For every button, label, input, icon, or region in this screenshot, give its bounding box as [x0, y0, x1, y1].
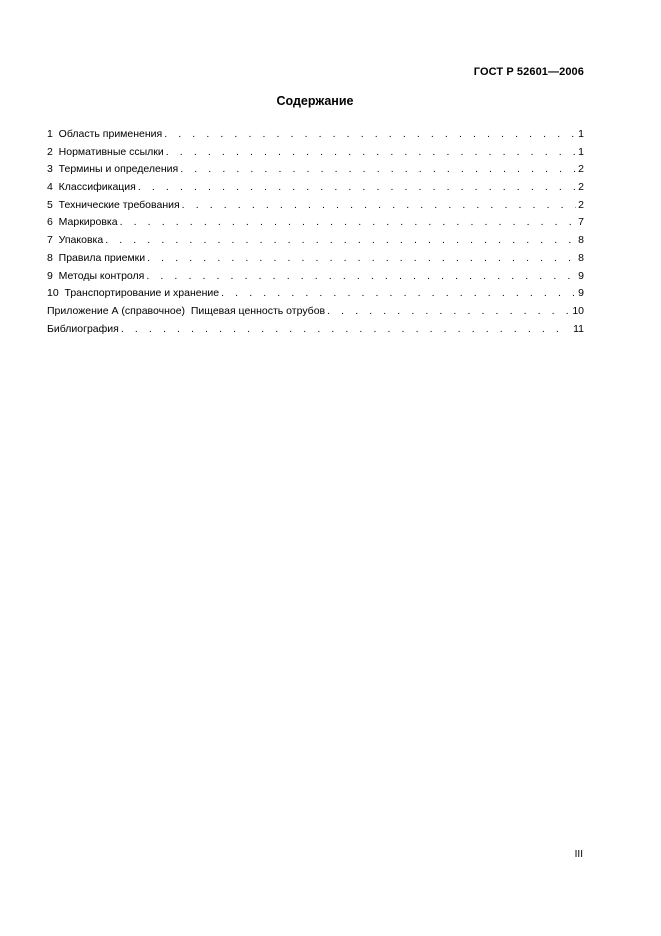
toc-entry-text: Приложение А (справочное) Пищевая ценность отрубов	[47, 304, 326, 317]
toc-entry-text: 8 Правила приемки	[47, 251, 146, 264]
toc-dot-leader	[121, 321, 571, 339]
toc-entry-page: 7	[578, 216, 584, 229]
toc-dot-leader	[105, 232, 576, 250]
toc-dot-leader	[164, 126, 576, 144]
toc-entry-page: 8	[578, 251, 584, 264]
toc-entry-transport-storage[interactable]	[47, 285, 584, 303]
toc-entry-page: 2	[578, 181, 584, 194]
toc-entry-page: 9	[578, 287, 584, 300]
toc-entry-page: 2	[578, 163, 584, 176]
toc-dot-leader	[327, 303, 570, 321]
toc-entry-text: 5 Технические требования	[47, 198, 180, 211]
toc-dot-leader	[138, 179, 576, 197]
toc-entry-control-methods[interactable]	[47, 268, 584, 286]
toc-entry-bibliography[interactable]	[47, 321, 584, 339]
toc-entry-text: 10 Транспортирование и хранение	[47, 287, 220, 300]
toc-entry-page: 10	[572, 304, 584, 317]
toc-dot-leader	[146, 268, 576, 286]
toc-entry-text: 2 Нормативные ссылки	[47, 145, 164, 158]
toc-entry-page: 9	[578, 269, 584, 282]
toc-entry-text: Библиография	[47, 322, 119, 335]
toc-entry-page: 11	[573, 322, 584, 335]
table-of-contents	[47, 126, 584, 338]
toc-dot-leader	[221, 285, 576, 303]
toc-entry-text: 3 Термины и определения	[47, 163, 179, 176]
toc-dot-leader	[166, 144, 576, 162]
toc-entry-text: 6 Маркировка	[47, 216, 118, 229]
toc-entry-packaging[interactable]	[47, 232, 584, 250]
toc-dot-leader	[182, 197, 576, 215]
toc-entry-classification[interactable]	[47, 179, 584, 197]
page-number: III	[574, 849, 583, 860]
toc-entry-text: 4 Классификация	[47, 181, 136, 194]
toc-entry-marking[interactable]	[47, 214, 584, 232]
toc-entry-text: 9 Методы контроля	[47, 269, 145, 282]
document-code: ГОСТ Р 52601—2006	[473, 66, 584, 78]
toc-dot-leader	[120, 214, 577, 232]
toc-entry-technical-requirements[interactable]	[47, 197, 584, 215]
toc-entry-acceptance-rules[interactable]	[47, 250, 584, 268]
toc-entry-normative-references[interactable]	[47, 144, 584, 162]
toc-entry-text: 1 Область применения	[47, 128, 163, 140]
toc-entry-appendix-a[interactable]	[47, 303, 584, 321]
toc-entry-terms-definitions[interactable]	[47, 161, 584, 179]
toc-dot-leader	[147, 250, 576, 268]
toc-title: Содержание	[276, 94, 354, 108]
toc-dot-leader	[180, 161, 576, 179]
toc-entry-page: 1	[578, 128, 584, 140]
toc-entry-page: 2	[578, 198, 584, 211]
toc-entry-text: 7 Упаковка	[47, 234, 104, 247]
toc-entry-scope[interactable]	[47, 126, 584, 144]
toc-entry-page: 1	[578, 145, 584, 158]
toc-entry-page: 8	[578, 234, 584, 247]
